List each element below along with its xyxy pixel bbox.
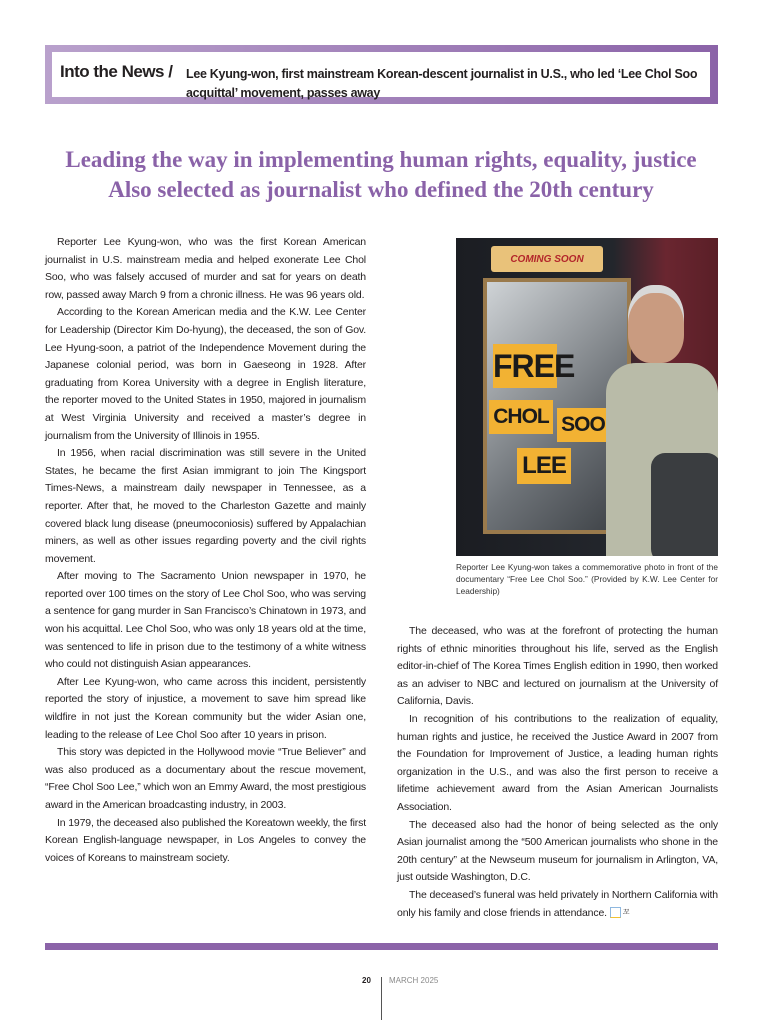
article-photo bbox=[456, 238, 718, 556]
paragraph: The deceased also had the honor of being selected as the only Asian journalist among the “500 American journalists who shone in the 20th century” at the Newseum museum for journalism in Arlington, VA, just outside Washington, D.C. bbox=[397, 818, 718, 884]
body-column-left bbox=[45, 234, 366, 867]
paragraph: In recognition of his contributions to the realization of equality, human rights and justice, he received the Justice Award in 2007 from the Foundation for Improvement of Justice, a leading human rights organization in the U.S., and was also the first person to receive a lifetime achievement award from the Asian American Journalists Association. bbox=[397, 712, 718, 813]
kicker-line-1: Lee Kyung-won, first mainstream Korean-descent journalist in U.S., who led ‘Lee Chol Soo bbox=[186, 67, 698, 81]
paragraph-text: The deceased’s funeral was held privately in Northern California with only his family and close friends in attendance. bbox=[397, 888, 718, 919]
issue-date: MARCH 2025 bbox=[389, 976, 439, 985]
person-figure bbox=[606, 293, 718, 556]
headline bbox=[0, 145, 762, 205]
photo-caption: Reporter Lee Kyung-won takes a commemorative photo in front of the documentary “Free Lee Chol Soo.” (Provided by K.W. Lee Center for Leadership) bbox=[456, 562, 718, 596]
section-header-box bbox=[52, 52, 710, 100]
coming-soon-sign: COMING SOON bbox=[491, 246, 603, 272]
kicker-line-2: acquittal’ movement, passes away bbox=[186, 86, 380, 100]
bottom-divider-bar bbox=[45, 943, 718, 950]
article-kicker-title bbox=[186, 65, 706, 103]
poster-word: FREE bbox=[493, 344, 557, 388]
body-column-right bbox=[397, 623, 718, 922]
paragraph: According to the Korean American media and the K.W. Lee Center for Leadership (Director Kim Do-hyung), the deceased, the son of Gov. Lee Hyung-soon, a patriot of the Independence Movement during the Japanese colonial period, was born in Gaeseong in 1928. After graduating from Korea University with a degree in English literature, the reporter moved to the United States in 1950, majored in journalism at West Virginia University and received a master’s degree in journalism from the University of Illinois in 1955. bbox=[45, 306, 366, 442]
paragraph: In 1979, the deceased also published the Koreatown weekly, the first Korean English-language newspaper, in Los Angeles to convey the voices of Koreans to mainstream society. bbox=[45, 816, 366, 864]
poster-word: SOO bbox=[557, 408, 609, 442]
section-header bbox=[45, 45, 718, 104]
end-mark-icon: 꼬 bbox=[610, 907, 621, 918]
paragraph: Reporter Lee Kyung-won, who was the first Korean American journalist in U.S. mainstream media and helped exonerate Lee Chol Soo, who was falsely accused of murder and sat for years on death row, passed away March 9 from a chronic illness. He was 96 years old. bbox=[45, 236, 366, 301]
footer-divider bbox=[381, 977, 382, 1020]
paragraph: This story was depicted in the Hollywood movie “True Believer” and was also produced as a documentary about the rescue movement, “Free Chol Soo Lee,” which won an Emmy Award, the most prestigious award in the American broadcasting industry, in 2003. bbox=[45, 746, 366, 811]
paragraph: After Lee Kyung-won, who came across this incident, persistently reported the story of injustice, a movement to save him spread like wildfire in not just the Korean community but the wider Asian one, leading to the release of Lee Chol Soo after 10 years in prison. bbox=[45, 675, 366, 741]
poster-word: CHOL bbox=[489, 400, 553, 434]
headline-line-1: Leading the way in implementing human rights, equality, justice bbox=[65, 147, 697, 172]
page-number: 20 bbox=[362, 976, 371, 985]
section-label: Into the News / bbox=[60, 62, 173, 81]
paragraph: The deceased, who was at the forefront of protecting the human rights of ethnic minorities throughout his life, served as the English editor-in-chief of The Korea Times English edition in 1990, then worked as an adviser to NBC and lectured on journalism at the University of California, Davis. bbox=[397, 625, 718, 708]
paragraph bbox=[397, 887, 718, 922]
poster-word: LEE bbox=[517, 448, 571, 484]
paragraph: In 1956, when racial discrimination was still severe in the United States, he became the first Asian immigrant to join The Kingsport Times-News, a mainstream daily newspaper in Tennessee, as a reporter. After that, he moved to the Charleston Gazette and mainly covered black lung disease (pneumoconiosis) suffered by Appalachian miners, as well as other issues regarding poverty and the civil rights movement. bbox=[45, 447, 366, 565]
headline-line-2: Also selected as journalist who defined the 20th century bbox=[108, 177, 654, 202]
paragraph: After moving to The Sacramento Union newspaper in 1970, he reported over 100 times on the story of Lee Chol Soo, who was serving a sentence for gang murder in San Francisco’s Chinatown in 1973, and won his acquittal. Lee Chol Soo, who was only 18 years old at the time, was sentenced to life in prison due to the testimony of a white witness who could not distinguish Asian appearances. bbox=[45, 570, 366, 671]
